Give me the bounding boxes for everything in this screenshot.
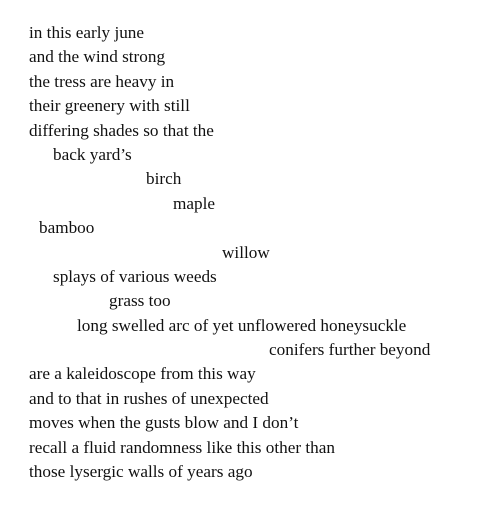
poem-text bbox=[0, 21, 487, 484]
poem-line-17: moves when the gusts blow and I don’t bbox=[29, 413, 299, 433]
poem-line-11: splays of various weeds bbox=[53, 266, 217, 286]
poem-line-9: bamboo bbox=[39, 218, 95, 238]
poem-line-19: those lysergic walls of years ago bbox=[29, 462, 253, 482]
poem-line-16: and to that in rushes of unexpected bbox=[29, 388, 269, 408]
poem-line-6: back yard’s bbox=[53, 144, 132, 164]
poem-line-10: willow bbox=[222, 242, 270, 262]
poem-line-12: grass too bbox=[109, 291, 171, 311]
poem-line-3: the tress are heavy in bbox=[29, 71, 175, 91]
poem-line-14: conifers further beyond bbox=[269, 340, 431, 360]
poem-line-2: and the wind strong bbox=[29, 47, 166, 67]
poem-line-1: in this early june bbox=[29, 23, 145, 42]
poem-line-5: differing shades so that the bbox=[29, 120, 214, 140]
poem-line-15: are a kaleidoscope from this way bbox=[29, 364, 256, 384]
poem-line-8: maple bbox=[173, 193, 215, 213]
poem-line-13: long swelled arc of yet unflowered honeysuckle bbox=[77, 315, 407, 335]
poem-line-4: their greenery with still bbox=[29, 96, 190, 116]
poem-line-7: birch bbox=[146, 169, 182, 189]
poem-line-18: recall a fluid randomness like this other than bbox=[29, 437, 335, 457]
